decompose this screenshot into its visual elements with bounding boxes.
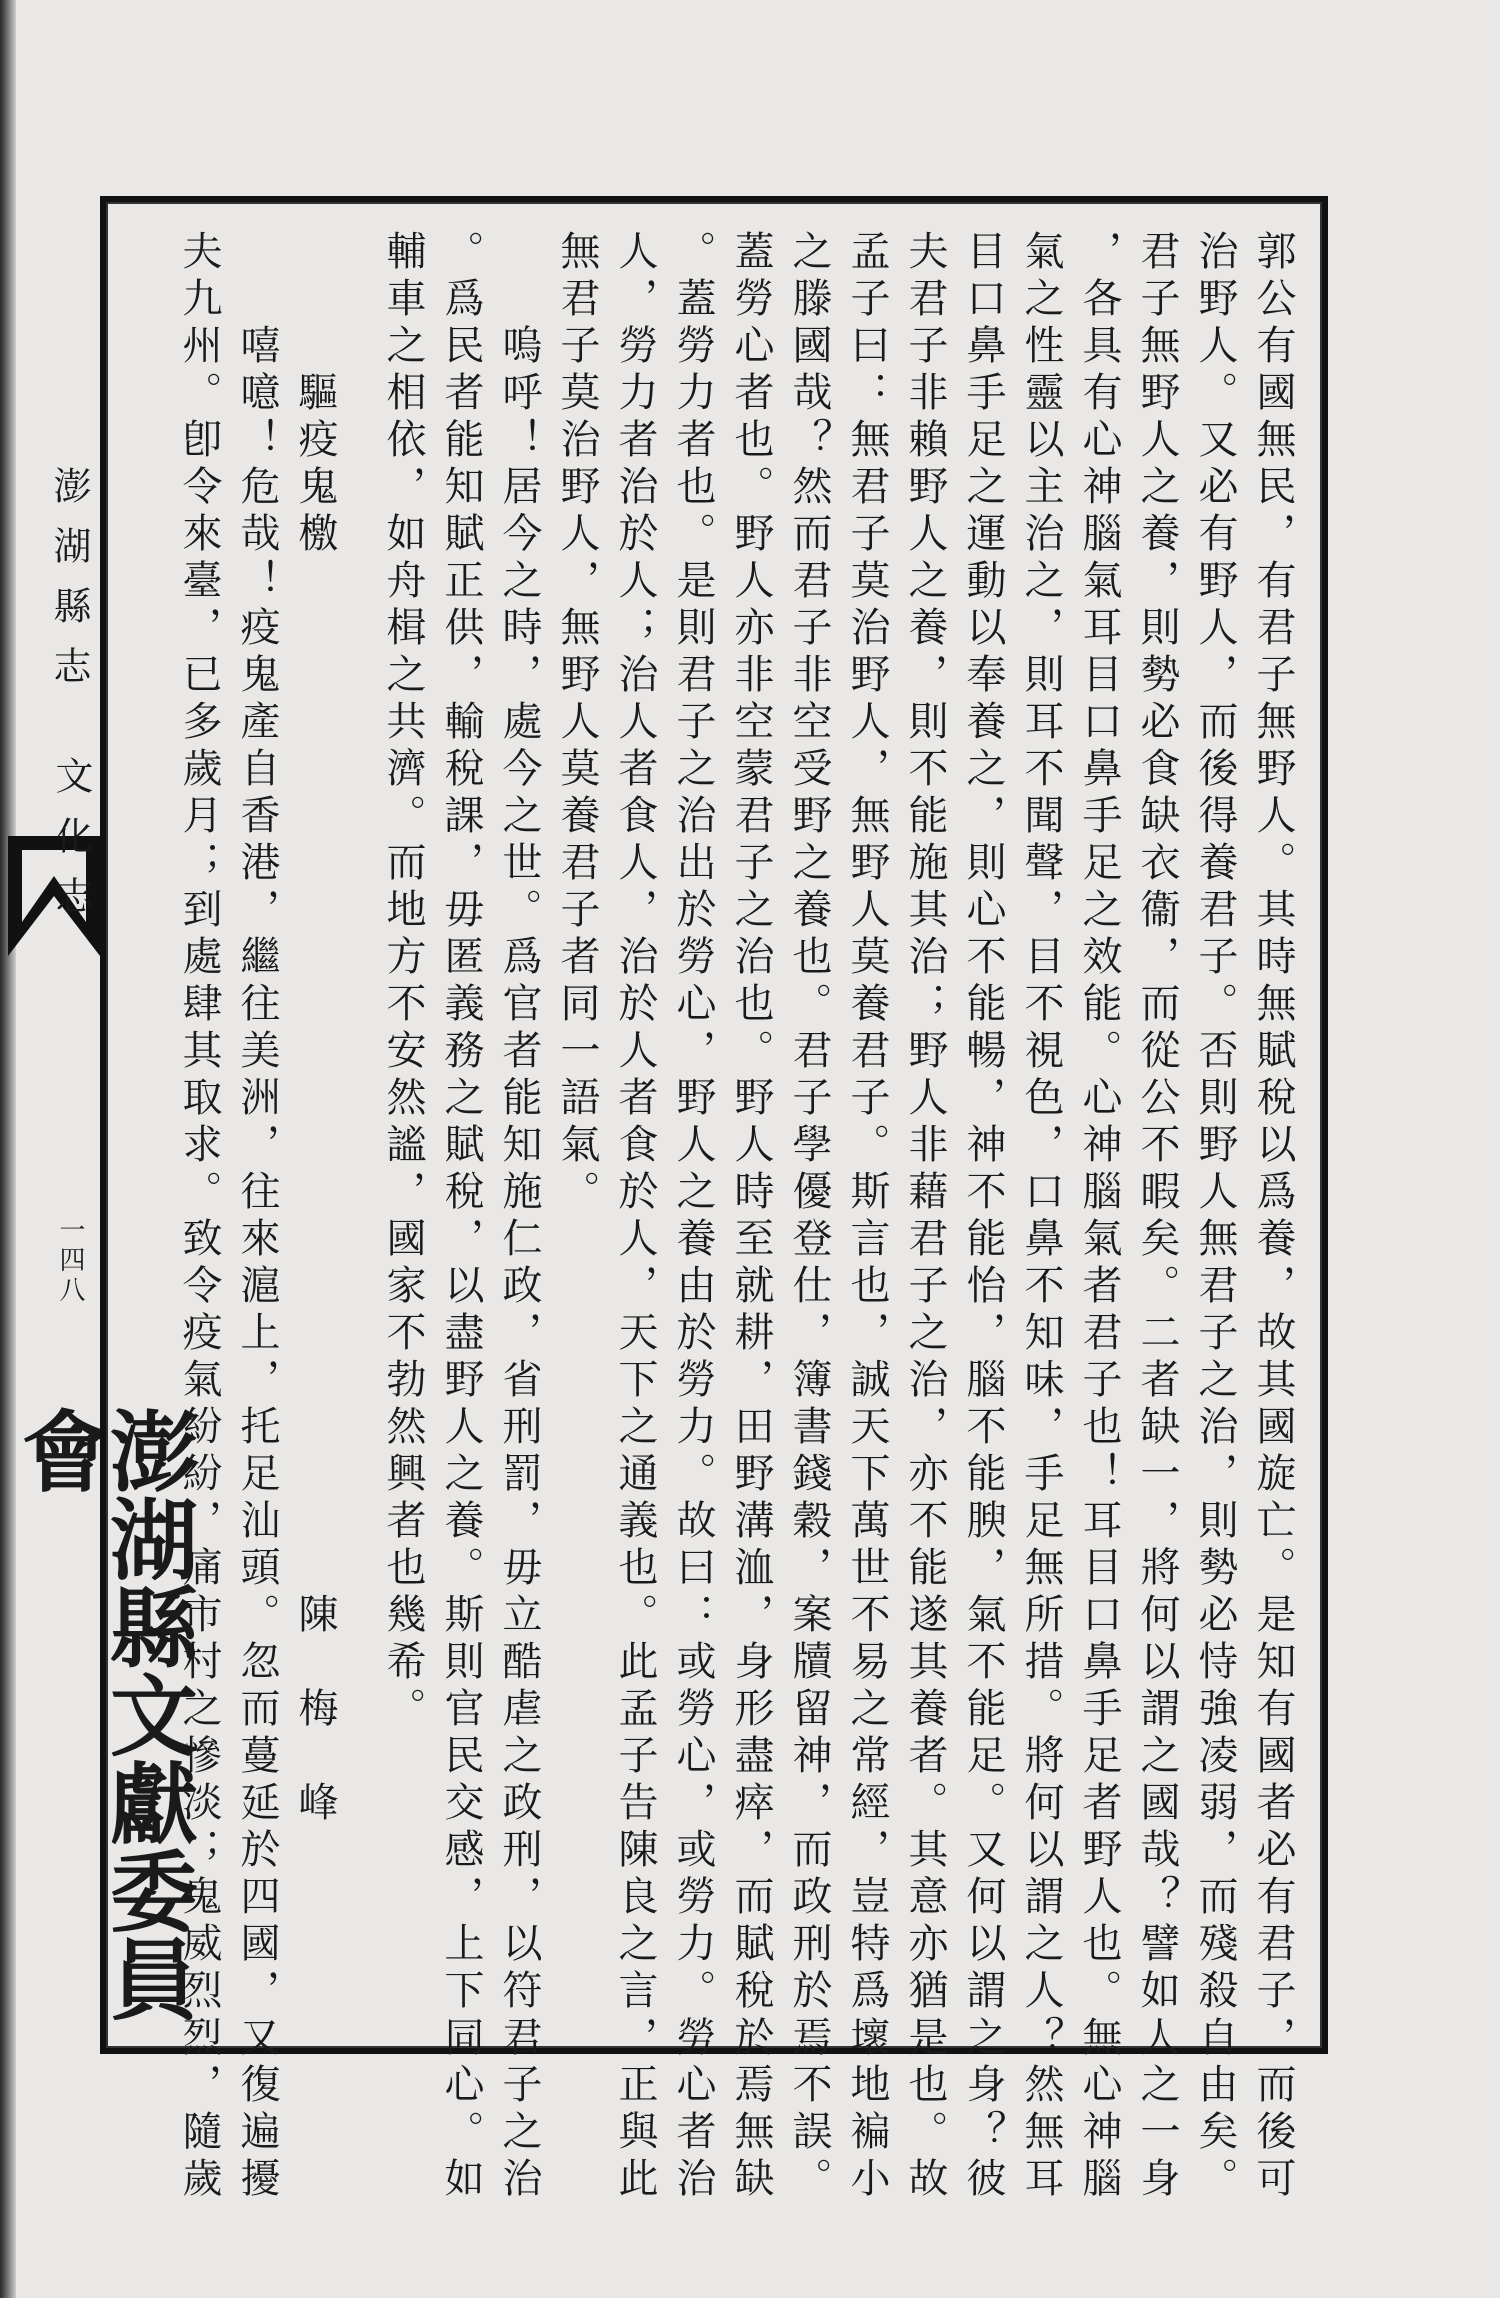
section-title: 文化志	[49, 756, 93, 936]
text-column: 夫君子非賴野人之養，則不能施其治；野人非藉君子之治，亦不能遂其養者。其意亦猶是也。故	[902, 230, 948, 2204]
text-column: 孟子曰：無君子莫治野人，無野人莫養君子。斯言也，誠天下萬世不易之常經，豈特爲壞地褊小	[844, 230, 890, 2204]
publisher-name: 澎湖縣文獻委員會	[8, 1406, 200, 2022]
text-column: 。爲民者能知賦正供，輸稅課，毋匿義務之賦稅，以盡野人之養。斯則官民交感，上下同心。如	[438, 230, 484, 2204]
text-column: 輔車之相依，如舟楫之共濟。而地方不安然謐，國家不勃然興者也幾希。	[380, 230, 426, 1734]
text-column: 蓋勞心者也。野人亦非空蒙君子之治也。野人時至就耕，田野溝洫，身形盡瘁，而賦稅於焉無缺	[728, 230, 774, 2204]
body-text	[118, 230, 1308, 2204]
text-column: 人，勞力者治於人；治人者食人，治於人者食於人，天下之通義也。此孟子告陳良之言，正與此	[612, 230, 658, 2204]
essay-title-column: 驅疫鬼檄 陳 梅 峰	[292, 230, 338, 1828]
text-column: 君子無野人之養，則勢必食缺衣衞，而從公不暇矣。二者缺一，將何以謂之國哉？譬如人之一身	[1134, 230, 1180, 2204]
page-number: 一四八	[55, 1216, 85, 1306]
text-column: 嘻噫！危哉！疫鬼產自香港，繼往美洲，往來滬上，托足汕頭。忽而蔓延於四國，又復遍擾	[234, 230, 280, 2204]
page-margin-spine	[0, 196, 200, 2054]
text-column	[338, 230, 392, 2030]
book-title: 澎湖縣志	[47, 466, 91, 706]
text-column: 郭公有國無民，有君子無野人。其時無賦稅以爲養，故其國旋亡。是知有國者必有君子，而後可	[1250, 230, 1296, 2204]
text-column: 之滕國哉？然而君子非空受野之養也。君子學優登仕，簿書錢穀，案牘留神，而政刑於焉不誤。	[786, 230, 832, 2204]
text-column: ，各具有心神腦氣耳目口鼻手足之效能。心神腦氣者君子也！耳目口鼻手足者野人也。無心神腦	[1076, 230, 1122, 2204]
text-column: 目口鼻手足之運動以奉養之，則心不能暢，神不能怡，腦不能腴，氣不能足。又何以謂之身？彼	[960, 230, 1006, 2204]
text-column: 。蓋勞力者也。是則君子之治出於勞心，野人之養由於勞力。故曰：或勞心，或勞力。勞心者治	[670, 230, 716, 2204]
text-column: 氣之性靈以主治之，則耳不聞聲，目不視色，口鼻不知味，手足無所措。將何以謂之人？然無耳	[1018, 230, 1064, 2204]
text-column: 無君子莫治野人，無野人莫養君子者同一語氣。	[554, 230, 600, 1217]
text-column: 嗚呼！居今之時，處今之世。爲官者能知施仁政，省刑罰，毋立酷虐之政刑，以符君子之治	[496, 230, 542, 2204]
text-column: 夫九州。卽令來臺，已多歲月；到處肆其取求。致令疫氣紛紛，痛市村之慘淡；鬼威烈烈，隨歲	[176, 230, 222, 2204]
text-column: 治野人。又必有野人，而後得養君子。否則野人無君子之治，則勢必恃強凌弱，而殘殺自由矣。	[1192, 230, 1238, 2204]
